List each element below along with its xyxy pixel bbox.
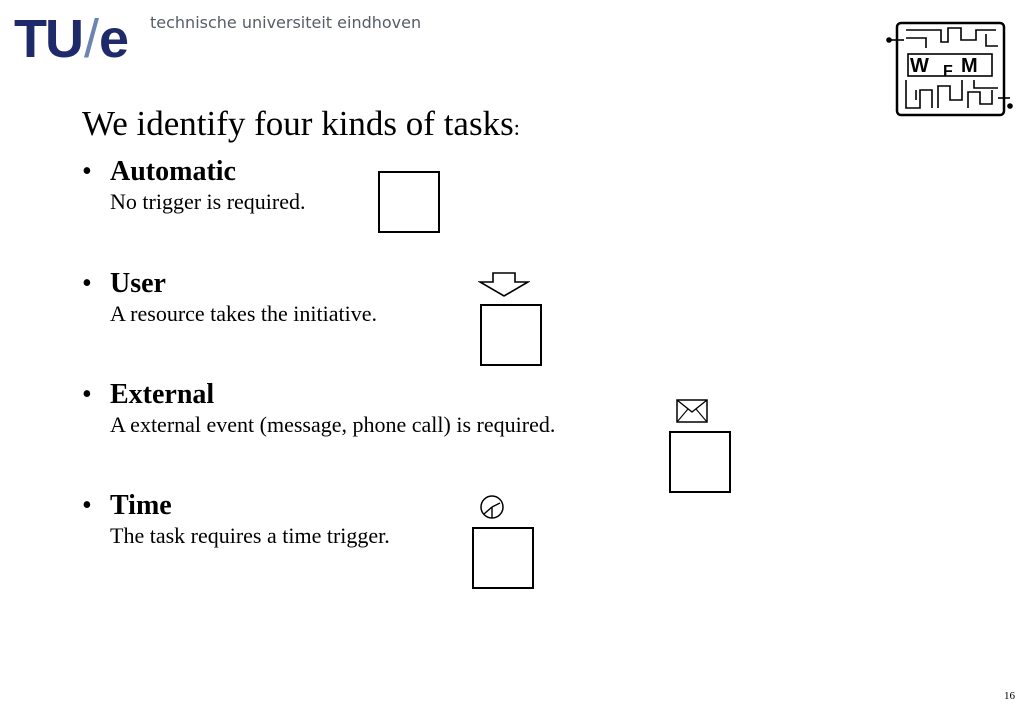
bullet-dot: • bbox=[82, 268, 92, 299]
slide-title-text: We identify four kinds of tasks bbox=[82, 104, 514, 143]
bullet-desc-time: The task requires a time trigger. bbox=[110, 523, 390, 548]
envelope-icon bbox=[676, 399, 708, 423]
task-box-user bbox=[480, 304, 542, 366]
tue-logo-slash: / bbox=[83, 9, 97, 69]
bullet-dot: • bbox=[82, 379, 92, 410]
slide-title-colon: : bbox=[513, 115, 520, 140]
wfm-logo-m: M bbox=[961, 55, 978, 77]
bullet-heading-time: Time bbox=[110, 490, 172, 521]
wfm-logo-f: F bbox=[943, 63, 953, 80]
bullet-desc-automatic: No trigger is required. bbox=[110, 189, 306, 214]
bullet-dot: • bbox=[82, 156, 92, 187]
tue-logo bbox=[14, 9, 128, 69]
tue-logo-tu: TU bbox=[14, 9, 82, 69]
bullet-heading-external: External bbox=[110, 379, 215, 410]
tue-logo-e: e bbox=[99, 9, 128, 69]
bullet-dot: • bbox=[82, 490, 92, 521]
task-box-automatic bbox=[378, 171, 440, 233]
page-number: 16 bbox=[1004, 690, 1015, 702]
arrow-down-icon bbox=[478, 272, 530, 298]
clock-icon bbox=[479, 494, 505, 520]
task-box-time bbox=[472, 527, 534, 589]
wfm-logo-w: W bbox=[910, 55, 929, 77]
university-name: technische universiteit eindhoven bbox=[150, 13, 422, 32]
bullet-heading-automatic: Automatic bbox=[110, 156, 236, 187]
task-box-external bbox=[669, 431, 731, 493]
wfm-logo bbox=[886, 20, 1014, 120]
bullet-heading-user: User bbox=[110, 268, 166, 299]
slide-title bbox=[82, 104, 520, 144]
bullet-desc-external: A external event (message, phone call) is required. bbox=[110, 412, 556, 437]
bullet-desc-user: A resource takes the initiative. bbox=[110, 301, 377, 326]
